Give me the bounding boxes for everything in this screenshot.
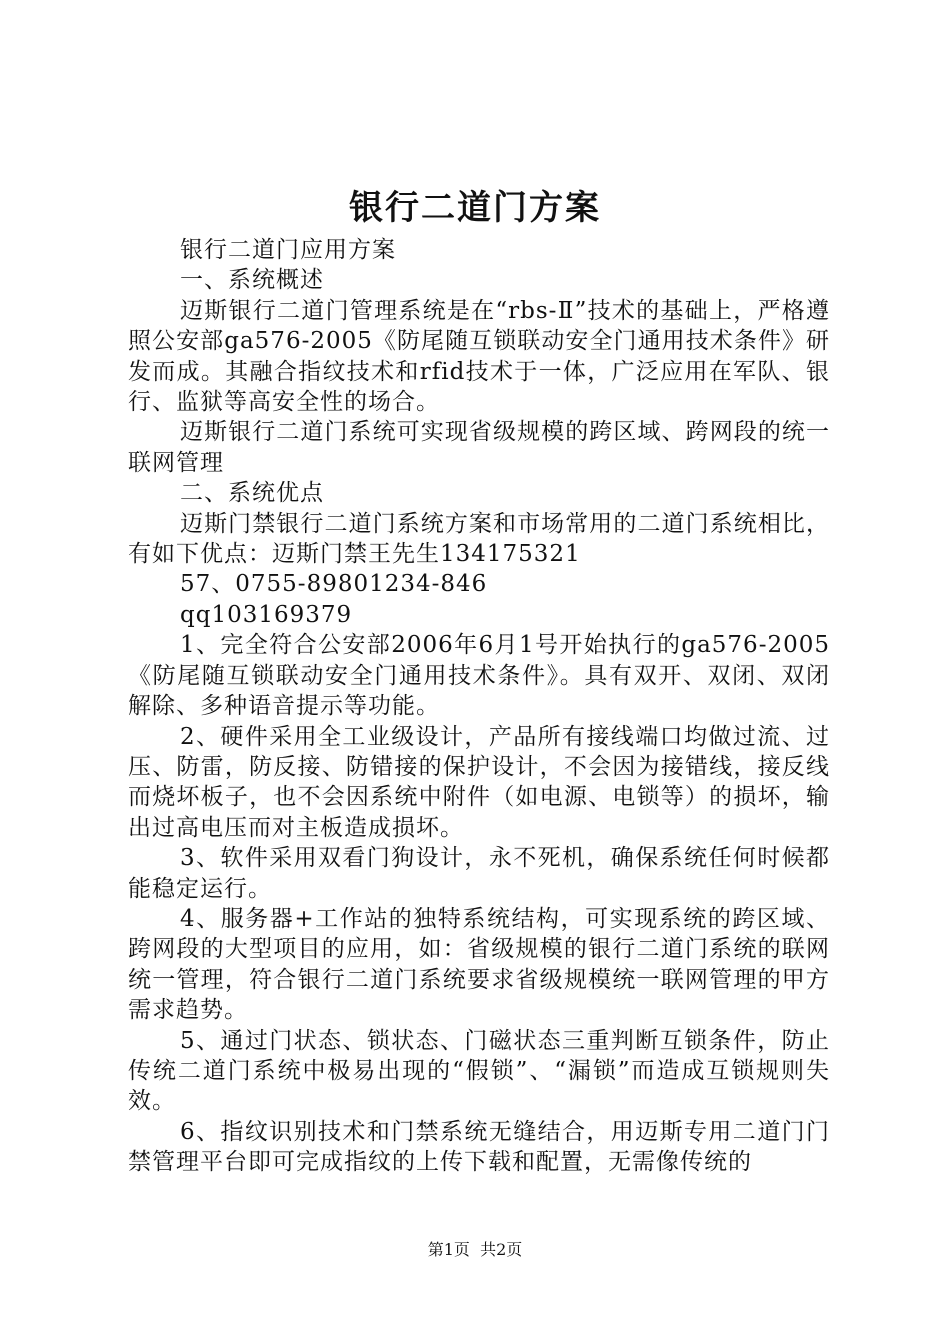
page-footer: 第1页 共2页: [427, 1240, 523, 1259]
paragraph: 迈斯门禁银行二道门系统方案和市场常用的二道门系统相比，有如下优点：迈斯门禁王先生134175321: [128, 510, 830, 568]
document-title: 银行二道门方案: [349, 188, 601, 228]
paragraph: qq103169379: [180, 601, 353, 628]
paragraph: 迈斯银行二道门系统可实现省级规模的跨区域、跨网段的统一联网管理: [128, 419, 830, 476]
paragraph: 4、服务器+工作站的独特系统结构，可实现系统的跨区域、跨网段的大型项目的应用，如：省级规模的银行二道门系统的联网统一管理，符合银行二道门系统要求省级规模统一联网管理的甲方需求趋势。: [128, 905, 830, 1024]
paragraph: 2、硬件采用全工业级设计，产品所有接线端口均做过流、过压、防雷，防反接、防错接的保护设计，不会因为接错线，接反线而烧坏板子，也不会因系统中附件（如电源、电锁等）的损坏，输出过高电压而对主板造成损坏。: [128, 723, 830, 841]
paragraph: 5、通过门状态、锁状态、门磁状态三重判断互锁条件，防止传统二道门系统中极易出现的“假锁”、“漏锁”而造成互锁规则失效。: [128, 1027, 830, 1115]
paragraph: 一、系统概述: [180, 267, 324, 294]
paragraph: 3、软件采用双看门狗设计，永不死机，确保系统任何时候都能稳定运行。: [128, 845, 830, 902]
paragraph: 银行二道门应用方案: [180, 237, 396, 263]
paragraph: 57、0755-89801234-846: [180, 571, 488, 598]
paragraph: 二、系统优点: [180, 480, 324, 507]
paragraph: 1、完全符合公安部2006年6月1号开始执行的ga576-2005《防尾随互锁联动安全门通用技术条件》。具有双开、双闭、双闭解除、多种语音提示等功能。: [128, 632, 830, 720]
paragraph: 迈斯银行二道门管理系统是在“rbs-Ⅱ”技术的基础上，严格遵照公安部ga576-2005《防尾随互锁联动安全门通用技术条件》研发而成。其融合指纹技术和rfid技术于一体，广泛应用在军队、银行、监狱等高安全性的场合。: [128, 297, 830, 416]
document-body: [128, 235, 830, 1178]
paragraph: 6、指纹识别技术和门禁系统无缝结合，用迈斯专用二道门门禁管理平台即可完成指纹的上传下载和配置，无需像传统的: [128, 1118, 830, 1176]
